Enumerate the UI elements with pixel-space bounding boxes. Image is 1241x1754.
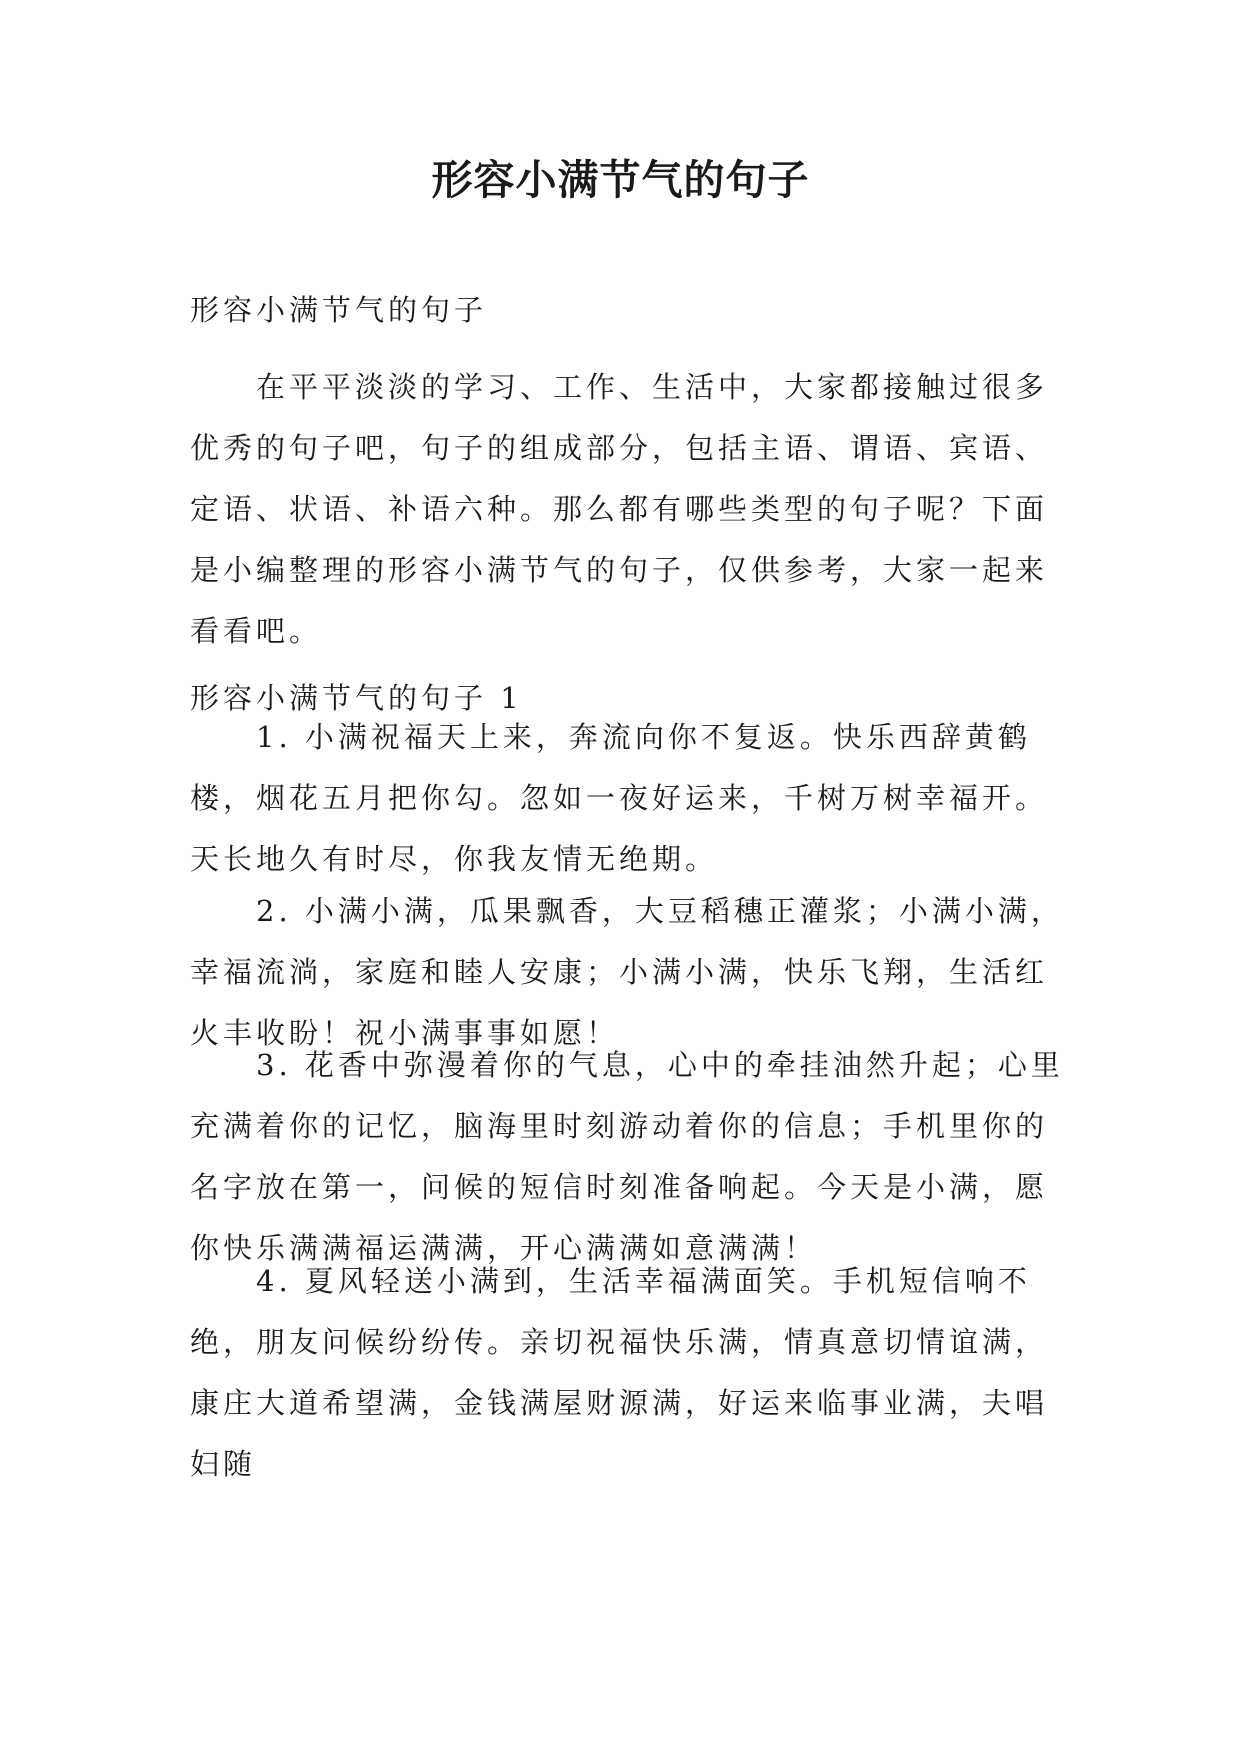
document-title: 形容小满节气的句子: [431, 156, 810, 204]
list-item: 4. 夏风轻送小满到，生活幸福满面笑。手机短信响不绝，朋友问候纷纷传。亲切祝福快乐满，情真意切情谊满，康庄大道希望满，金钱满屋财源满，好运来临事业满，夫唱妇随: [190, 1264, 1049, 1481]
list-item: 1. 小满祝福天上来，奔流向你不复返。快乐西辞黄鹤楼，烟花五月把你勾。忽如一夜好运来，千树万树幸福开。天长地久有时尽，你我友情无绝期。: [190, 720, 1049, 876]
intro-paragraph: 在平平淡淡的学习、工作、生活中，大家都接触过很多优秀的句子吧，句子的组成部分，包括主语、谓语、宾语、定语、状语、补语六种。那么都有哪些类型的句子呢？下面是小编整理的形容小满节气的句子，仅供参考，大家一起来看看吧。: [190, 370, 1049, 648]
list-item: 3. 花香中弥漫着你的气息，心中的牵挂油然升起；心里充满着你的记忆，脑海里时刻游动着你的信息；手机里你的名字放在第一，问候的短信时刻准备响起。今天是小满，愿你快乐满满福运满满，开心满满如意满满！: [190, 1048, 1064, 1265]
section-heading: 形容小满节气的句子 1: [190, 681, 523, 715]
list-item: 2. 小满小满，瓜果飘香，大豆稻穗正灌浆；小满小满，幸福流淌，家庭和睦人安康；小满小满，快乐飞翔，生活红火丰收盼！祝小满事事如愿！: [190, 894, 1064, 1050]
document-subtitle: 形容小满节气的句子: [190, 293, 488, 327]
